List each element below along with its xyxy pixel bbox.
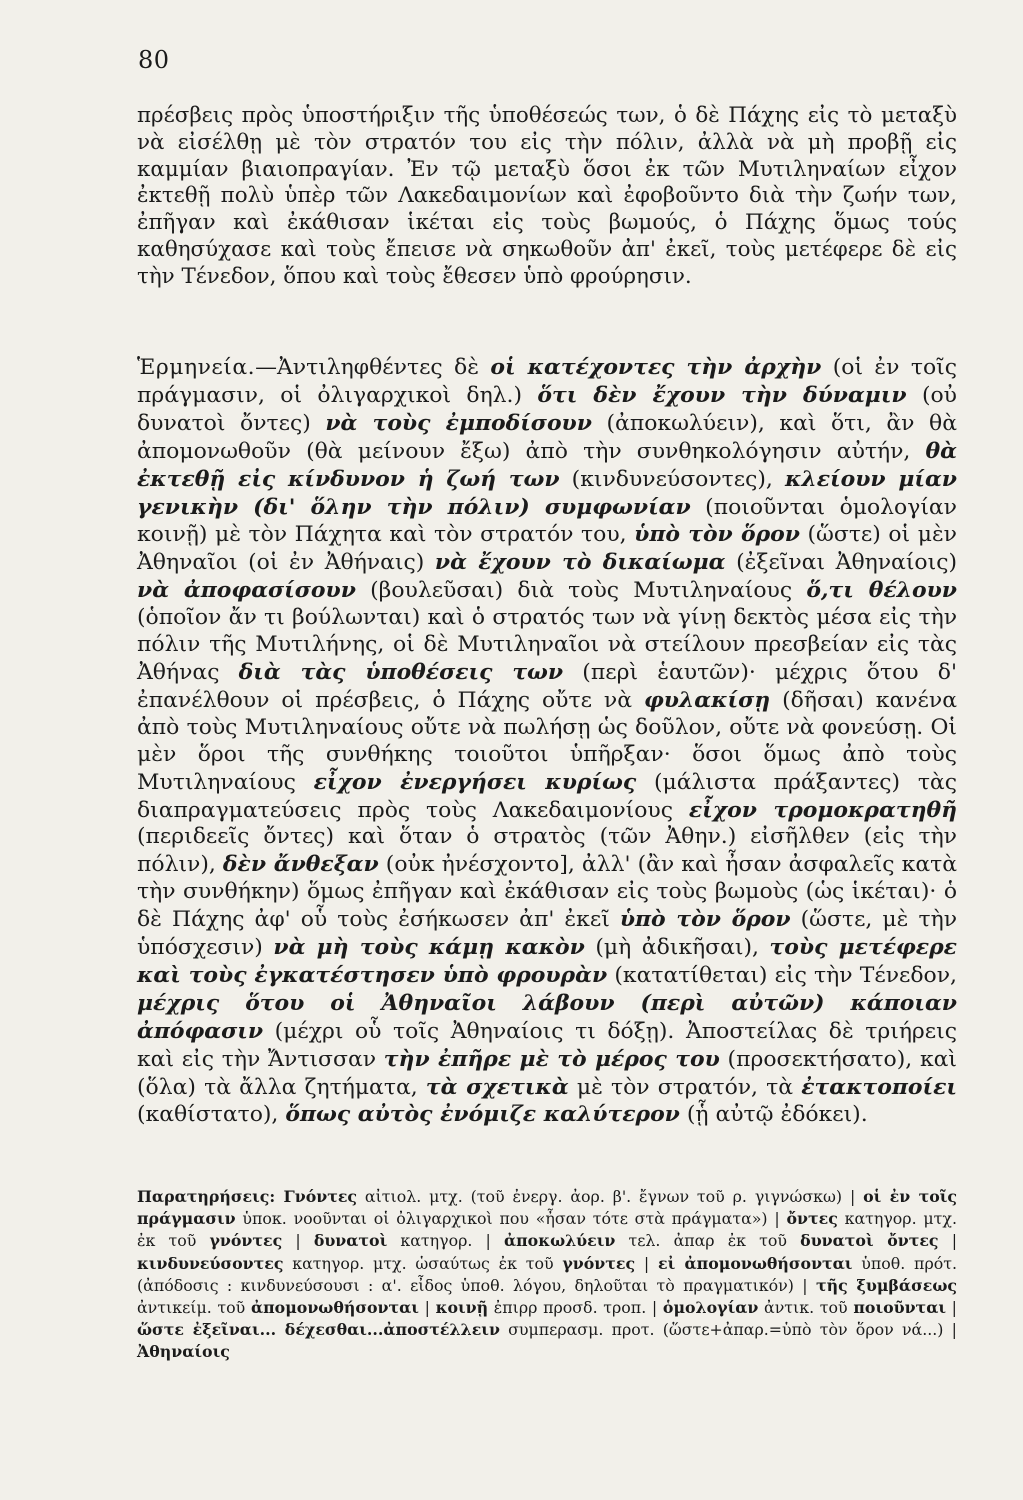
emphasized-phrase: νὰ ἔχουν τὸ δικαίωμα <box>434 549 726 576</box>
text-run: ἀντικ. τοῦ <box>758 1298 854 1318</box>
text-run: (δῆσαι) κανένα ἀπὸ τοὺς Μυτιληναίους οὔτε νὰ πωλήσῃ ὡς δοῦλον, οὔτε νὰ φονεύσῃ. Οἱ μὲν ὅροι τῆς συνθήκης τοιοῦτοι ὑπῆρξαν· ὅσοι ὅμως ἀπὸ τοὺς Μυτιληναίους <box>137 687 957 795</box>
main-text-paragraph: πρέσβεις πρὸς ὑποστήριξιν τῆς ὑποθέσεώς των, ὁ δὲ Πάχης εἰς τὸ μεταξὺ νὰ εἰσέλθῃ μὲ τὸν στρατόν του εἰς τὴν πόλιν, ἀλλὰ νὰ μὴ προβῇ εἰς καμμίαν βιαιοπραγίαν. Ἐν τῷ μεταξὺ ὅσοι ἐκ τῶν Μυτιληναίων εἶχον ἐκτεθῇ πολὺ ὑπὲρ τῶν Λακεδαιμονίων καὶ ἐφοβοῦντο διὰ τὴν ζωήν των, ἐπῆγαν καὶ ἐκάθισαν ἱκέται εἰς τοὺς βωμούς, ὁ Πάχης ὅμως τούς καθησύχασε καὶ τοὺς ἔπεισε νὰ σηκωθοῦν ἀπ' ἐκεῖ, τοὺς μετέφερε δὲ εἰς τὴν Τένεδον, ὅπου καὶ τοὺς ἔθεσεν ὑπὸ φρούρησιν. <box>137 103 957 289</box>
text-run: | <box>946 1298 958 1318</box>
text-run: (ποιοῦνται ὁμολογίαν κοινῇ) μὲ τὸν Πάχητα καὶ τὸν στρατόν του, <box>137 494 957 548</box>
emphasized-phrase: ὑπὸ τὸν ὅρον <box>619 906 791 933</box>
text-run: (περιδεεῖς ὄντες) καὶ ὅταν ὁ στρατὸς (τῶν Ἀθην.) εἰσῆλθεν (εἰς τὴν πόλιν), <box>137 824 957 878</box>
text-run: (περὶ ἑαυτῶν)· μέχρις ὅτου δ' ἐπανέλθουν οἱ πρέσβεις, ὁ Πάχης οὔτε νὰ <box>137 659 957 713</box>
text-run: ὑποκ. νοοῦνται οἱ ὀλιγαρχικοὶ που «ἦσαν τότε στὰ πράγματα») | <box>235 1209 787 1229</box>
emphasized-phrase: τῆς ξυμβάσεως <box>815 1275 957 1295</box>
emphasized-phrase: κοινῇ <box>435 1298 489 1318</box>
emphasized-phrase: οἱ κατέχοντες τὴν ἀρχὴν <box>490 354 822 380</box>
text-run: (καθίστατο), <box>137 1102 286 1128</box>
emphasized-phrase: ἐτακτοποίει <box>801 1073 957 1100</box>
emphasized-phrase: γνόντες <box>562 1253 636 1273</box>
emphasized-phrase: Ἀθηναίοις <box>137 1342 230 1362</box>
emphasized-phrase: μέχρις ὅτου οἱ Ἀθηναῖοι λάβουν (περὶ αὐτῶν) κάποιαν ἀπόφασιν <box>137 989 957 1044</box>
emphasized-phrase: νὰ τοὺς ἐμποδίσουν <box>325 409 592 436</box>
text-run: τελ. ἀπαρ ἐκ τοῦ <box>615 1231 801 1251</box>
emphasized-phrase: κλείουν μίαν γενικὴν (δι' ὅλην τὴν πόλιν) συμφωνίαν <box>137 465 957 520</box>
text-run: (προσεκτήσατο), καὶ (ὅλα) τὰ ἄλλα ζητήματα, <box>137 1046 957 1100</box>
text-run: (ἐξεῖναι Ἀθηναίοις) <box>725 550 957 576</box>
emphasized-phrase: τὴν ἐπῆρε μὲ τὸ μέρος του <box>383 1045 720 1072</box>
notes-paragraph <box>137 1186 957 1364</box>
emphasized-phrase: τοὺς μετέφερε καὶ τοὺς ἐγκατέστησεν ὑπὸ φρουρὰν <box>137 934 957 988</box>
page-number: 80 <box>138 46 170 74</box>
emphasized-phrase: οἱ ἐν τοῖς πράγμασιν <box>137 1187 957 1229</box>
text-run: (οὐκ ἠνέσχοντο], ἀλλ' (ἂν καὶ ἦσαν ἀσφαλεῖς κατὰ τὴν συνθήκην) ὅμως ἐπῆγαν καὶ ἐκάθισαν εἰς τοὺς βωμοὺς (ὡς ἱκέται)· ὁ δὲ Πάχης ἀφ' οὗ τοὺς ἐσήκωσεν ἀπ' ἐκεῖ <box>137 852 957 933</box>
emphasized-phrase: θὰ ἐκτεθῇ εἰς κίνδυνον ἡ ζωή των <box>137 437 957 492</box>
text-run: (ἀποκωλύειν), καὶ ὅτι, ἂν θὰ ἀπομονωθοῦν (θὰ μείνουν ἔξω) ἀπὸ τὴν συνθηκολόγησιν αὐτήν, <box>137 410 958 464</box>
emphasized-phrase: δυνατοὶ <box>313 1231 388 1251</box>
text-run: | <box>282 1231 314 1251</box>
emphasized-phrase: ὅτι δὲν ἔχουν τὴν δύναμιν <box>537 381 907 408</box>
text-run: | <box>418 1298 436 1318</box>
text-run: (μέχρι οὗ τοῖς Ἀθηναίοις τι δόξῃ). Ἀποστείλας δὲ τριήρεις καὶ εἰς τὴν Ἄντισσαν <box>137 1018 957 1072</box>
emphasized-phrase: ποιοῦνται <box>853 1298 946 1318</box>
emphasized-phrase: ὄντες <box>786 1209 838 1229</box>
emphasized-phrase: Γνόντες <box>275 1187 358 1206</box>
text-run: κατηγορ. μτχ. ἐκ τοῦ <box>137 1209 957 1251</box>
text-run: (βουλεῦσαι) διὰ τοὺς Μυτιληναίους <box>355 578 807 604</box>
notes-label: Παρατηρήσεις: <box>137 1187 276 1206</box>
emphasized-phrase: εἶχον ἐνεργήσει κυρίως <box>313 768 637 795</box>
emphasized-phrase: τὰ σχετικὰ <box>425 1073 569 1100</box>
emphasized-phrase: ὥστε ἐξεῖναι... δέχεσθαι...ἀποστέλλειν <box>137 1320 500 1340</box>
text-run: μὲ τὸν στρατόν, τὰ <box>568 1074 802 1100</box>
emphasized-phrase: ὅ,τι θέλουν <box>806 577 957 604</box>
text-run: (μάλιστα πράξαντες) τὰς διαπραγματεύσεις πρὸς τοὺς Λακεδαιμονίους <box>137 769 957 823</box>
emphasized-phrase: δὲν ἄνθεξαν <box>222 851 379 878</box>
text-run: κατηγορ. | <box>387 1231 504 1251</box>
text-run: (οἱ ἐν τοῖς πράγμασιν, οἱ ὀλιγαρχικοὶ δηλ.) <box>137 355 958 408</box>
text-run: ὑποθ. πρότ. (ἀπόδοσις : κινδυνεύσουσι : α'. εἶδος ὑποθ. λόγου, δηλοῦται τὸ πραγματικόν) | <box>137 1253 957 1295</box>
text-run: | <box>635 1253 658 1273</box>
emphasized-phrase: γνόντες <box>209 1231 283 1251</box>
text-run: (ὁποῖον ἄν τι βούλωνται) καὶ ὁ στρατός των νὰ γίνῃ δεκτὸς μέσα εἰς τὴν πόλιν τῆς Μυτιλήνης, οἱ δὲ Μυτιληναῖοι νὰ στείλουν πρεσβείαν εἰς τὰς Ἀθήνας <box>137 605 957 685</box>
emphasized-phrase: ὁμολογίαν <box>662 1298 759 1318</box>
emphasized-phrase: ἀπομονωθήσονται <box>250 1298 419 1318</box>
text-run: (κατατίθεται) εἰς τὴν Τένεδον, <box>607 962 957 988</box>
text-run: (ᾗ αὐτῷ ἐδόκει). <box>679 1102 868 1128</box>
emphasized-phrase: εἰ ἀπομονωθήσονται <box>658 1253 853 1273</box>
text-run: (ὥστε, μὲ τὴν ὑπόσχεσιν) <box>137 907 957 961</box>
emphasized-phrase: δυνατοὶ ὄντες <box>800 1231 939 1251</box>
notes-body <box>137 1187 957 1361</box>
emphasized-phrase: διὰ τὰς ὑποθέσεις των <box>238 658 564 685</box>
interpretation-body <box>137 355 957 1127</box>
text-run: | <box>938 1231 958 1251</box>
text-run: ἐπιρρ προσδ. τροπ. | <box>488 1298 663 1318</box>
emphasized-phrase: φυλακίσῃ <box>643 686 771 713</box>
text-run: συμπερασμ. προτ. (ὥστε+ἀπαρ.=ὑπὸ τὸν ὅρον νά...) | <box>499 1320 957 1340</box>
emphasized-phrase: νὰ ἀποφασίσουν <box>137 577 356 604</box>
text-run: (μὴ ἀδικῆσαι), <box>584 935 770 961</box>
emphasized-phrase: κινδυνεύσοντες <box>137 1253 284 1273</box>
text-run: (κινδυνεύσοντες), <box>559 466 785 492</box>
emphasized-phrase: ὅπως αὐτὸς ἐνόμιζε καλύτερον <box>285 1101 680 1128</box>
interpretation-label: Ἑρμηνεία. <box>137 355 256 380</box>
text-run: (ὥστε) οἱ μὲν Ἀθηναῖοι (οἱ ἐν Ἀθήναις) <box>137 522 957 576</box>
text-run: —Ἀντιληφθέντες δὲ <box>255 355 491 380</box>
emphasized-phrase: εἶχον τρομοκρατηθῆ <box>688 796 957 823</box>
emphasized-phrase: ὑπὸ τὸν ὅρον <box>634 521 800 548</box>
text-run: ἀντικείμ. τοῦ <box>137 1298 251 1318</box>
interpretation-paragraph <box>137 354 957 1129</box>
text-run: αἰτιολ. μτχ. (τοῦ ἐνεργ. ἀορ. β'. ἔγνων τοῦ ρ. γιγνώσκω) | <box>357 1187 864 1206</box>
emphasized-phrase: ἀποκωλύειν <box>503 1231 616 1251</box>
text-run: (οὐ δυνατοὶ ὄντες) <box>137 382 957 436</box>
text-run: κατηγορ. μτχ. ὡσαύτως ἐκ τοῦ <box>283 1253 563 1273</box>
emphasized-phrase: νὰ μὴ τοὺς κάμῃ κακὸν <box>273 934 585 961</box>
